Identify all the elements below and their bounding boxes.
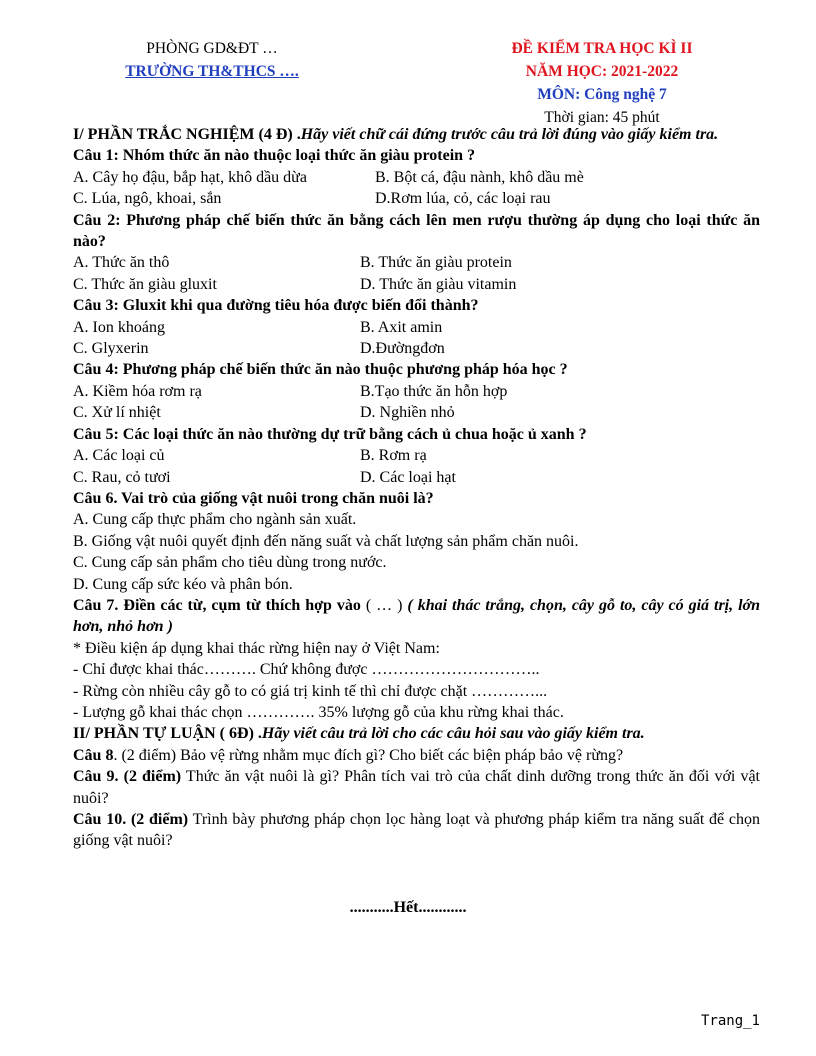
q4-option-d: D. Nghiền nhỏ xyxy=(360,404,455,422)
q7-blank-marker: ( … ) xyxy=(360,596,408,614)
q5-stem: Câu 5: Các loại thức ăn nào thường dự trữ bằng cách ủ chua hoặc ủ xanh ? xyxy=(73,425,587,443)
q9-text: Thức ăn vật nuôi là gì? Phân tích vai trò của chất dinh dưỡng trong thức ăn đối với vật nuôi? xyxy=(73,768,760,807)
q6-option-b: B. Giống vật nuôi quyết định đến năng suất và chất lượng sản phẩm chăn nuôi. xyxy=(73,532,579,550)
exam-body xyxy=(73,124,760,852)
q7-line-1: - Chỉ được khai thác………. Chứ không được ………………………….. xyxy=(73,661,540,679)
q7-condition: * Điều kiện áp dụng khai thác rừng hiện nay ở Việt Nam: xyxy=(73,639,440,657)
exam-header xyxy=(452,37,752,129)
q3-options-row2 xyxy=(73,338,760,359)
q5-option-c: C. Rau, cỏ tươi xyxy=(73,468,171,486)
q3-option-c: C. Glyxerin xyxy=(73,340,149,358)
part1-heading xyxy=(73,124,760,145)
q2-option-a: A. Thức ăn thô xyxy=(73,254,170,272)
q10-text: Trình bày phương pháp chọn lọc hàng loạt và phương pháp kiểm tra năng suất để chọn giống vật nuôi? xyxy=(73,811,760,850)
q4-options-row1 xyxy=(73,381,760,402)
q8-points: . (2 điểm) xyxy=(113,746,177,764)
q3-options-row1 xyxy=(73,317,760,338)
end-marker: ...........Hết............ xyxy=(349,899,467,916)
q4-option-c: C. Xử lí nhiệt xyxy=(73,404,161,422)
page-number: Trang_1 xyxy=(700,1013,760,1029)
q6-option-d: D. Cung cấp sức kéo và phân bón. xyxy=(73,575,293,593)
q1-options-row1 xyxy=(73,167,760,188)
part1-title: I/ PHẦN TRẮC NGHIỆM (4 Đ) . xyxy=(73,126,301,143)
q10 xyxy=(73,809,760,852)
q8 xyxy=(73,745,760,766)
q3-option-b: B. Axit amin xyxy=(360,318,443,336)
q8-text: Bảo vệ rừng nhằm mục đích gì? Cho biết các biện pháp bảo vệ rừng? xyxy=(176,746,624,764)
q5-option-d: D. Các loại hạt xyxy=(360,468,456,486)
part2-instruction: Hãy viết câu trả lời cho các câu hỏi sau vào giấy kiểm tra. xyxy=(261,725,645,743)
q3-option-d: D.Đườngđơn xyxy=(360,340,445,358)
q3-option-a: A. Ion khoáng xyxy=(73,318,165,336)
q4-option-b: B.Tạo thức ăn hỗn hợp xyxy=(360,382,508,400)
q1-option-c: C. Lúa, ngô, khoai, sắn xyxy=(73,190,222,208)
q6-stem: Câu 6. Vai trò của giống vật nuôi trong chăn nuôi là? xyxy=(73,489,434,507)
subject: MÔN: Công nghệ 7 xyxy=(537,86,667,103)
q2-options-row1 xyxy=(73,252,760,273)
q4-options-row2 xyxy=(73,402,760,423)
q6-option-a: A. Cung cấp thực phẩm cho ngành sản xuất. xyxy=(73,511,357,529)
school-header xyxy=(92,37,332,83)
q2-options-row2 xyxy=(73,274,760,295)
q7-stem xyxy=(73,595,760,638)
q1-stem: Câu 1: Nhóm thức ăn nào thuộc loại thức ăn giàu protein ? xyxy=(73,147,476,165)
q8-label: Câu 8 xyxy=(73,746,114,764)
exam-time: Thời gian: 45 phút xyxy=(544,109,660,126)
q6-option-c: C. Cung cấp sản phẩm cho tiêu dùng trong nước. xyxy=(73,554,387,572)
q9 xyxy=(73,766,760,809)
q1-option-a: A. Cây họ đậu, bắp hạt, khô dầu dừa xyxy=(73,168,307,186)
q4-stem: Câu 4: Phương pháp chế biến thức ăn nào thuộc phương pháp hóa học ? xyxy=(73,361,568,379)
q3-stem: Câu 3: Gluxit khi qua đường tiêu hóa được biến đổi thành? xyxy=(73,297,479,315)
q2-option-d: D. Thức ăn giàu vitamin xyxy=(360,275,517,293)
q7-word-bank: ( khai thác trắng, chọn, cây gỗ to, cây có giá trị, lớn hơn, nhỏ hơn ) xyxy=(73,596,761,636)
q2-option-c: C. Thức ăn giàu gluxit xyxy=(73,275,217,293)
part2-heading xyxy=(73,723,760,744)
department-name: PHÒNG GD&ĐT … xyxy=(146,40,278,57)
q7-line-3: - Lượng gỗ khai thác chọn …………. 35% lượng gỗ của khu rừng khai thác. xyxy=(73,703,564,721)
q2-option-b: B. Thức ăn giàu protein xyxy=(360,254,512,272)
part1-instruction: Hãy viết chữ cái đứng trước câu trả lời đúng vào giấy kiểm tra. xyxy=(300,126,719,143)
q5-options-row2 xyxy=(73,467,760,488)
q7-stem-text: Câu 7. Điền các từ, cụm từ thích hợp vào xyxy=(73,596,361,614)
q5-options-row1 xyxy=(73,445,760,466)
q1-options-row2 xyxy=(73,188,760,209)
part2-title: II/ PHẦN TỰ LUẬN ( 6Đ) . xyxy=(73,725,262,743)
q1-option-d: D.Rơm lúa, cỏ, các loại rau xyxy=(375,190,551,208)
q2-stem: Câu 2: Phương pháp chế biến thức ăn bằng cách lên men rượu thường áp dụng cho loại thức ăn nào? xyxy=(73,211,760,251)
q9-label: Câu 9. (2 điểm) xyxy=(73,768,182,786)
q5-option-a: A. Các loại củ xyxy=(73,447,165,465)
q5-option-b: B. Rơm rạ xyxy=(360,447,427,465)
q10-label: Câu 10. (2 điểm) xyxy=(73,811,189,828)
exam-title: ĐỀ KIỂM TRA HỌC KÌ II xyxy=(511,40,693,57)
school-name: TRƯỜNG TH&THCS …. xyxy=(125,63,299,80)
q7-line-2: - Rừng còn nhiều cây gỗ to có giá trị kinh tế thì chỉ được chặt …………... xyxy=(73,682,548,700)
q1-option-b: B. Bột cá, đậu nành, khô dầu mè xyxy=(375,168,584,186)
q4-option-a: A. Kiềm hóa rơm rạ xyxy=(73,382,202,400)
school-year: NĂM HỌC: 2021-2022 xyxy=(525,63,679,80)
